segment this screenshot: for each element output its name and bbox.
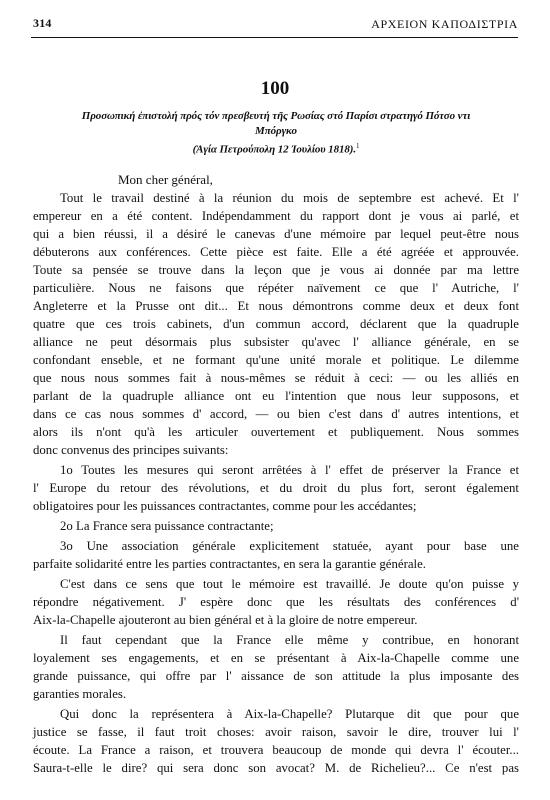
body-line: écoute. La France a raison, et trouvera beaucoup de monde qui devra l' écouter... [33, 743, 519, 757]
body-line: alliance ne peut désormais plus subsister qu'avec l' alliance générale, en se [33, 335, 519, 349]
body-line: confondant enseble, et ne formant qu'une unité morale et politique. Le dilemme [33, 353, 519, 367]
body-line: loyalement ses engagements, et en se présentant à Aix-la-Chapelle comme une [33, 651, 519, 665]
body-line: alors ils n'ont qu'à les articuler ouvertement et publiquement. Nous sommes [33, 425, 519, 439]
body-line: parlant de la quadruple alliance ont eu l'intention que nous leur supposons, et [33, 389, 519, 403]
body-line: que nous nous sommes fait à nous-mêmes se réduit à ceci: — ou les alliés en [33, 371, 519, 385]
body-line: dans ce cas nous sommes d' accord, — ou bien c'est dans d' autres intentions, et [33, 407, 519, 421]
page-number: 314 [33, 16, 52, 30]
document-number: 100 [260, 78, 290, 99]
body-line: Toute sa pensée se trouve dans la leçon que je vous ai donnée par ma lettre [33, 263, 519, 277]
footnote-marker: 1 [355, 142, 360, 150]
document-heading-line: Προσωπική ἐπιστολή πρός τόν πρεσβευτή τῆς Ρωσίας στό Παρίσι στρατηγό Πότσο ντι [81, 110, 471, 122]
body-line: Saura-t-elle le dire? qui sera donc son avocat? M. de Richelieu?... Ce n'est pas [33, 761, 519, 775]
body-line: répondre négativement. J' espère donc que les résultats des conférences d' [33, 595, 519, 609]
body-line: parfaite solidarité entre les parties contractantes, en sera la garantie générale. [33, 557, 426, 571]
body-line: donc convenus des principes suivants: [33, 443, 229, 457]
body-line: qui a bien réussi, il a désiré le canevas d'une mémoire par lequel peut-être nous [33, 227, 519, 241]
body-line: quatre que ces trois cabinets, d'un commun accord, déclarent que la quadruple [33, 317, 519, 331]
body-line: 1o Toutes les mesures qui seront arrêtées à l' effet de préserver la France et [60, 463, 519, 477]
body-line: justice se fasse, il faut troit choses: avoir raison, savoir le dire, trouver lui l' [33, 725, 519, 739]
header-rule [31, 37, 518, 38]
place-date-text: (Ἁγία Πετρούπολη 12 Ἰουλίου 1818). [192, 143, 356, 156]
body-line: Qui donc la représentera à Aix-la-Chapelle? Plutarque dit que pour que [60, 707, 519, 721]
body-line: Angleterre et la Prusse ont dit... Et nous démontrons comme deux et deux font [33, 299, 519, 313]
body-line: particulière. Nous ne faisons que répéter naïvement ce que l' Autriche, l' [33, 281, 519, 295]
document-heading-line: Μπόργκο [255, 125, 297, 137]
body-line: grande puissance, qui offre par l' aissance de son attitude la plus imposante des [33, 669, 519, 683]
body-line: 3o Une association générale explicitement statuée, ayant pour base une [60, 539, 519, 553]
salutation: Mon cher général, [118, 172, 213, 187]
body-line: empereur en a été content. Indépendamment du rapport dont je vous ai parlé, et [33, 209, 519, 223]
body-line: 2o La France sera puissance contractante; [60, 519, 274, 533]
body-line: Il faut cependant que la France elle même y contribue, en honorant [60, 633, 519, 647]
body-line: obligatoires pour les puissances contractantes, comme pour les accédantes; [33, 499, 417, 513]
body-line: C'est dans ce sens que tout le mémoire est travaillé. Je doute qu'on puisse y [60, 577, 519, 591]
body-line: Aix-la-Chapelle ajouteront au bien général et à la gloire de notre empereur. [33, 613, 418, 627]
body-line: garanties morales. [33, 687, 127, 701]
document-place-date [28, 142, 524, 156]
body-line: Tout le travail destiné à la réunion du mois de septembre est achevé. Et l' [60, 191, 519, 205]
running-title: ΑΡΧΕΙΟΝ ΚΑΠΟΔΙΣΤΡΙΑ [371, 17, 518, 31]
body-line: l' Europe du retour des révolutions, et du droit du plus fort, seront également [33, 481, 519, 495]
body-line: débuterons aux conférences. Cette pièce est faite. Elle a été agréée et approuvée. [33, 245, 519, 259]
